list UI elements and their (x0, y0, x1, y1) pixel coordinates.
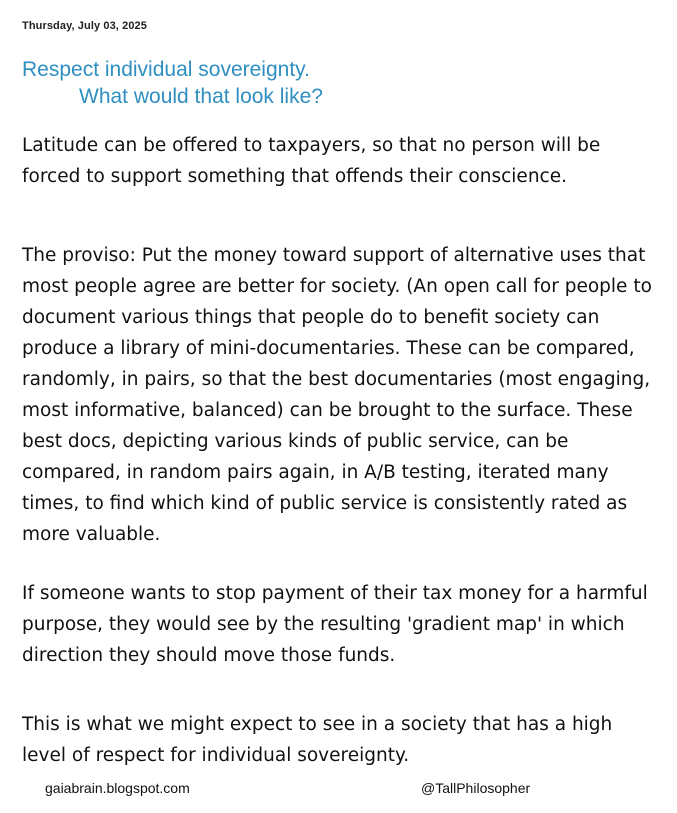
paragraph-gradient-map: If someone wants to stop payment of their tax money for a harmful purpose, they would see by the resulting 'gradient map' in which direction they should move those funds. (22, 583, 648, 666)
paragraph-proviso: The proviso: Put the money toward support of alternative uses that most people agree are better for society. (An open call for people to document various things that people do to benefit society can produce a library of mini-documentaries. These can be compared, randomly, in pairs, so that the best documentaries (most engaging, most informative, balanced) can be brought to the surface. These best docs, depicting various kinds of public service, can be compared, in random pairs again, in A/B testing, iterated many times, to find which kind of public service is consistently rated as more valuable. (22, 245, 652, 545)
footer-site: gaiabrain.blogspot.com (45, 780, 190, 796)
post-title-line-2: What would that look like? (79, 85, 323, 108)
footer-handle: @TallPhilosopher (421, 780, 531, 796)
paragraph-latitude: Latitude can be offered to taxpayers, so that no person will be forced to support something that offends their conscience. (22, 135, 601, 187)
post-title (22, 56, 323, 110)
post-date: Thursday, July 03, 2025 (22, 20, 147, 32)
paragraph-conclusion: This is what we might expect to see in a society that has a high level of respect for individual sovereignty. (22, 714, 613, 766)
post-title-line-1: Respect individual sovereignty. (22, 58, 310, 81)
